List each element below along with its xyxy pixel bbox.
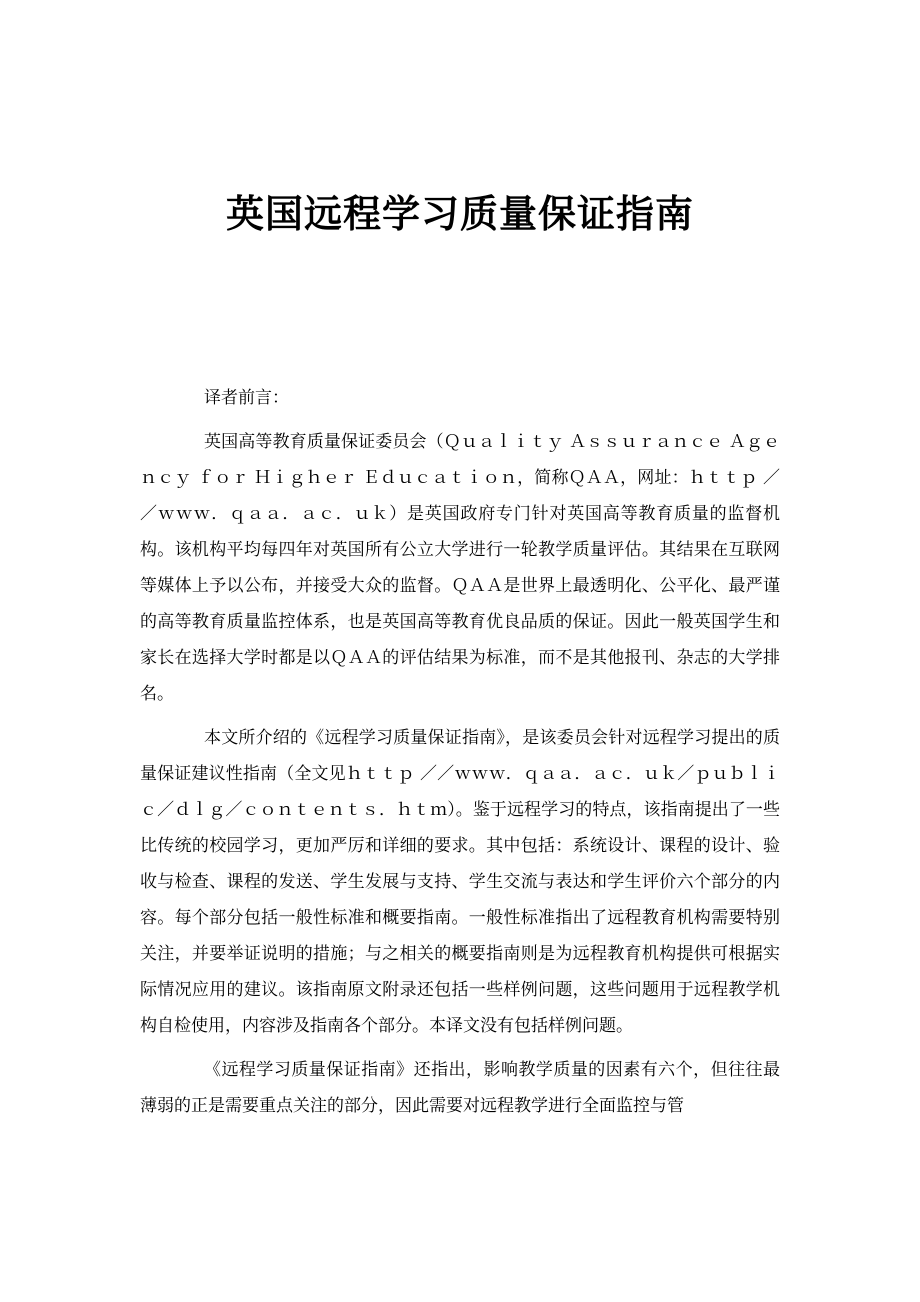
paragraph-guide-overview: 本文所介绍的《远程学习质量保证指南》，是该委员会针对远程学习提出的质量保证建议性指南（全文见ｈｔｔｐ ／／ｗｗｗ．ｑａａ．ａｃ．ｕｋ／ｐｕｂｌｉｃ／ｄｌｇ／ｃｏｎｔｅｎｔｓ．ｈｔｍ）。鉴于远程学习的特点，该指南提出了一些比传统的校园学习，更加严厉和详细的要求。其中包括：系统设计、课程的设计、验收与检查、课程的发送、学生发展与支持、学生交流与表达和学生评价六个部分的内容。每个部分包括一般性标准和概要指南。一般性标准指出了远程教育机构需要特别关注，并要举证说明的措施；与之相关的概要指南则是为远程教育机构提供可根据实际情况应用的建议。该指南原文附录还包括一些样例问题，这些问题用于远程教学机构自检使用，内容涉及指南各个部分。本译文没有包括样例问题。: [140, 728, 780, 1036]
paragraph-quality-factors: 《远程学习质量保证指南》还指出，影响教学质量的因素有六个，但往往最薄弱的正是需要重点关注的部分，因此需要对远程教学进行全面监控与管: [140, 1060, 780, 1116]
document-title: 英国远程学习质量保证指南: [225, 192, 694, 236]
paragraph-qaa-intro: 英国高等教育质量保证委员会（Ｑｕａｌｉｔｙ Ａｓｓｕｒａｎｃｅ Ａｇｅｎｃｙ ｆｏｒ Ｈｉｇｈｅｒ Ｅｄｕｃａｔｉｏｎ，简称ＱＡＡ，网址：ｈｔｔｐ ／／ｗｗｗ．ｑａａ．ａｃ．ｕｋ）是英国政府专门针对英国高等教育质量的监督机构。该机构平均每四年对英国所有公立大学进行一轮教学质量评估。其结果在互联网等媒体上予以公布，并接受大众的监督。ＱＡＡ是世界上最透明化、公平化、最严谨的高等教育质量监控体系，也是英国高等教育优良品质的保证。因此一般英国学生和家长在选择大学时都是以ＱＡＡ的评估结果为标准，而不是其他报刊、杂志的大学排名。: [140, 432, 780, 704]
document-body: [140, 380, 780, 1132]
preface-heading: 译者前言：: [204, 388, 289, 408]
